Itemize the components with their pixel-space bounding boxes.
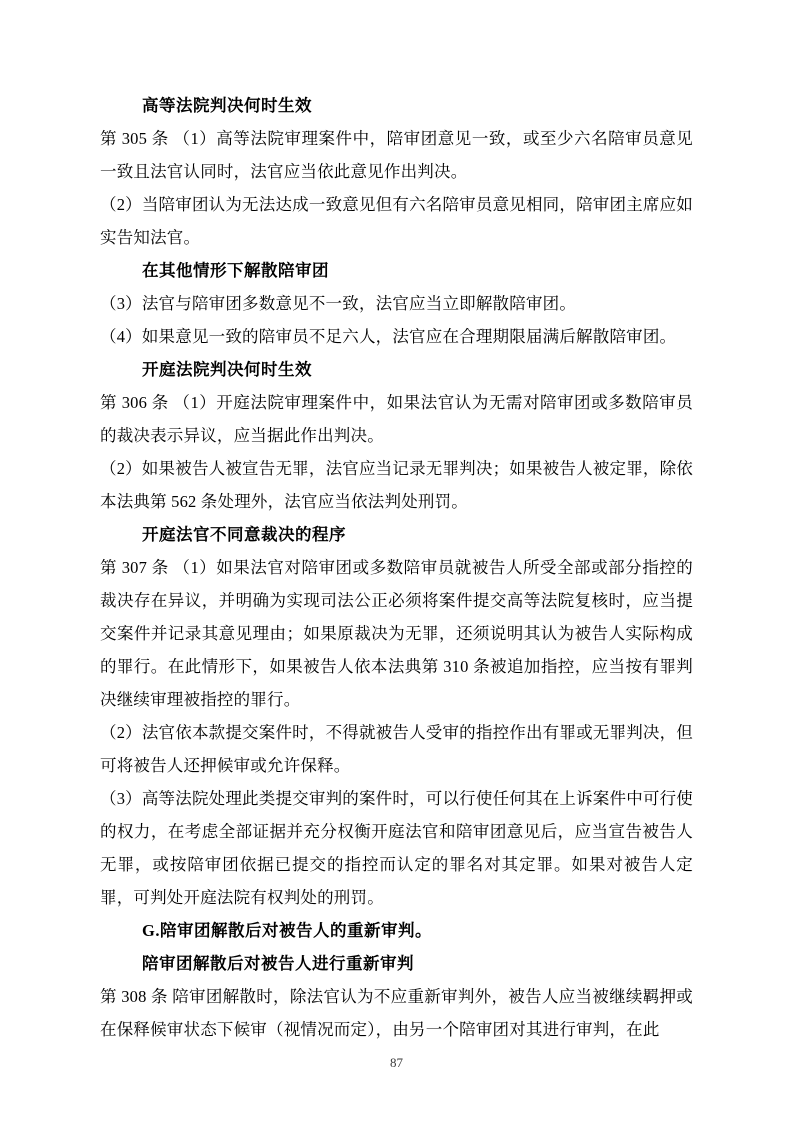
body-paragraph: 第 307 条 （1）如果法官对陪审团或多数陪审员就被告人所受全部或部分指控的裁决存在异议，并明确为实现司法公正必须将案件提交高等法院复核时，应当提交案件并记录其意见理由；如果原裁决为无罪，还须说明其认为被告人实际构成的罪行。在此情形下，如果被告人依本法典第 310 条被追加指控，应当按有罪判决继续审理被指控的罪行。 [100,558,693,709]
section-heading: 高等法院判决何时生效 [142,96,312,115]
section-heading: 开庭法官不同意裁决的程序 [142,525,346,544]
section-heading: 开庭法院判决何时生效 [142,360,312,379]
page-number: 87 [390,1055,403,1070]
body-paragraph: （4）如果意见一致的陪审员不足六人，法官应在合理期限届满后解散陪审团。 [100,327,677,346]
body-paragraph: 第 306 条 （1）开庭法院审理案件中，如果法官认为无需对陪审团或多数陪审员的裁决表示异议，应当据此作出判决。 [100,393,693,445]
body-paragraph: （2）法官依本款提交案件时，不得就被告人受审的指控作出有罪或无罪判决，但可将被告人还押候审或允许保释。 [100,723,693,775]
body-paragraph: 第 305 条 （1）高等法院审理案件中，陪审团意见一致，或至少六名陪审员意见一致且法官认同时，法官应当依此意见作出判决。 [100,129,693,181]
document-content [100,89,693,1046]
section-heading: G.陪审团解散后对被告人的重新审判。 [142,921,432,940]
section-heading: 陪审团解散后对被告人进行重新审判 [142,954,414,973]
body-paragraph: （2）当陪审团认为无法达成一致意见但有六名陪审员意见相同，陪审团主席应如实告知法官。 [100,195,693,247]
body-paragraph: （2）如果被告人被宣告无罪，法官应当记录无罪判决；如果被告人被定罪，除依本法典第 562 条处理外，法官应当依法判处刑罚。 [100,459,693,511]
body-paragraph: （3）高等法院处理此类提交审判的案件时，可以行使任何其在上诉案件中可行使的权力，在考虑全部证据并充分权衡开庭法官和陪审团意见后，应当宣告被告人无罪，或按陪审团依据已提交的指控而认定的罪名对其定罪。如果对被告人定罪，可判处开庭法院有权判处的刑罚。 [100,789,693,907]
body-paragraph: 第 308 条 陪审团解散时，除法官认为不应重新审判外，被告人应当被继续羁押或在保释候审状态下候审（视情况而定），由另一个陪审团对其进行审判，在此 [100,987,693,1039]
body-paragraph: （3）法官与陪审团多数意见不一致，法官应当立即解散陪审团。 [100,294,577,313]
section-heading: 在其他情形下解散陪审团 [142,261,329,280]
